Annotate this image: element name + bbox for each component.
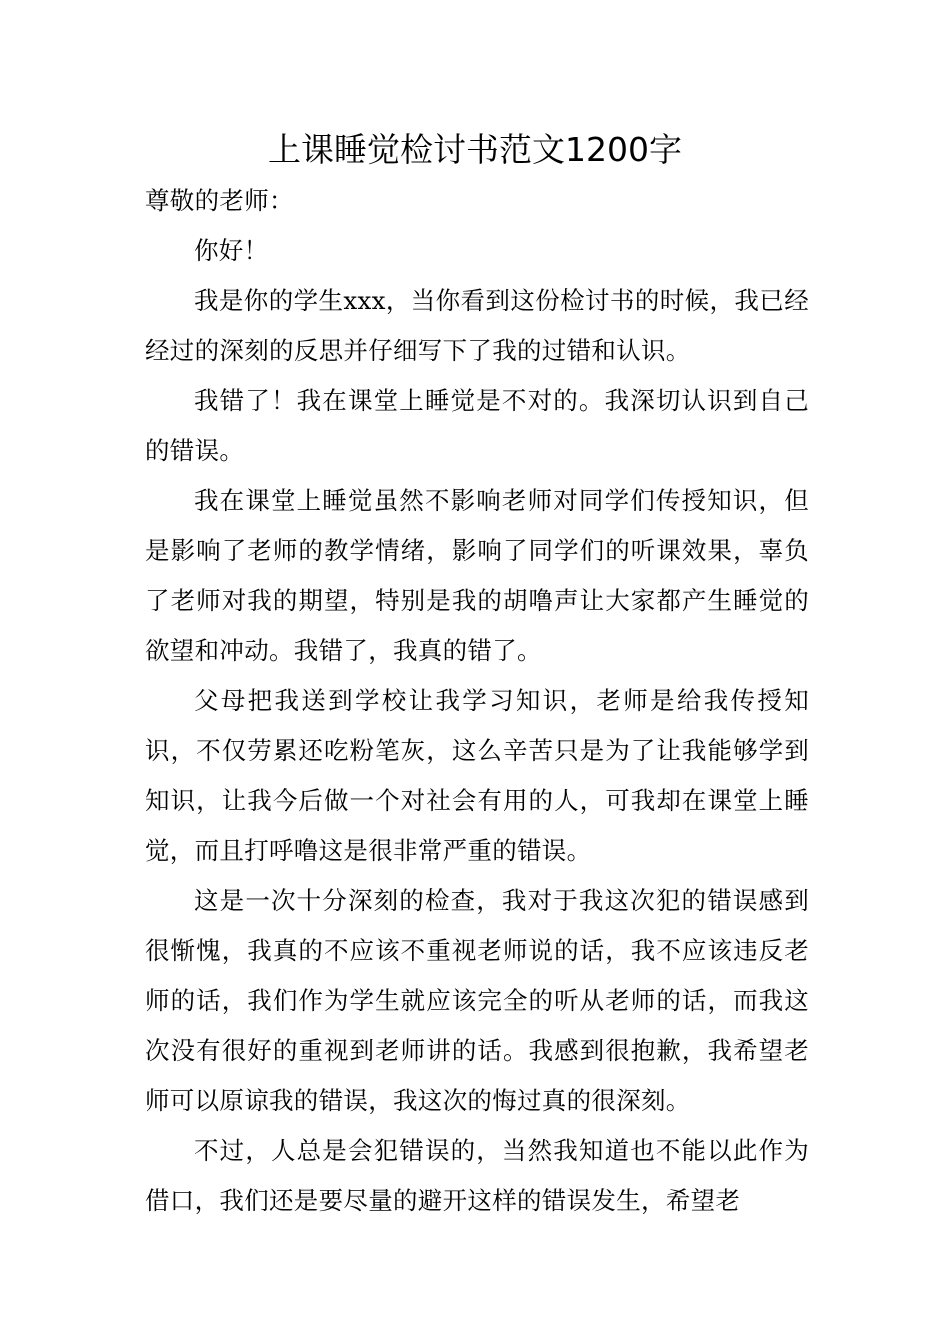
salutation: 尊敬的老师： (145, 186, 294, 215)
document-title: 上课睡觉检讨书范文1200字 (268, 130, 682, 169)
paragraph: 我错了！我在课堂上睡觉是不对的。我深切认识到自己的错误。 (145, 386, 809, 465)
paragraph: 父母把我送到学校让我学习知识，老师是给我传授知识，不仅劳累还吃粉笔灰，这么辛苦只是为了让我能够学到知识，让我今后做一个对社会有用的人，可我却在课堂上睡觉，而且打呼噜这是很非常严重的错误。 (145, 686, 809, 865)
paragraph: 这是一次十分深刻的检查，我对于我这次犯的错误感到很惭愧，我真的不应该不重视老师说的话，我不应该违反老师的话，我们作为学生就应该完全的听从老师的话，而我这次没有很好的重视到老师讲的话。我感到很抱歉，我希望老师可以原谅我的错误，我这次的悔过真的很深刻。 (145, 886, 809, 1115)
paragraph: 不过，人总是会犯错误的，当然我知道也不能以此作为借口，我们还是要尽量的避开这样的错误发生，希望老 (145, 1136, 809, 1215)
paragraph-greeting: 你好！ (194, 236, 269, 265)
paragraph: 我是你的学生xxx，当你看到这份检讨书的时候，我已经经过的深刻的反思并仔细写下了我的过错和认识。 (145, 286, 809, 365)
document-body (145, 176, 809, 1226)
paragraph: 我在课堂上睡觉虽然不影响老师对同学们传授知识，但是影响了老师的教学情绪，影响了同学们的听课效果，辜负了老师对我的期望，特别是我的胡噜声让大家都产生睡觉的欲望和冲动。我错了，我真的错了。 (145, 486, 809, 665)
